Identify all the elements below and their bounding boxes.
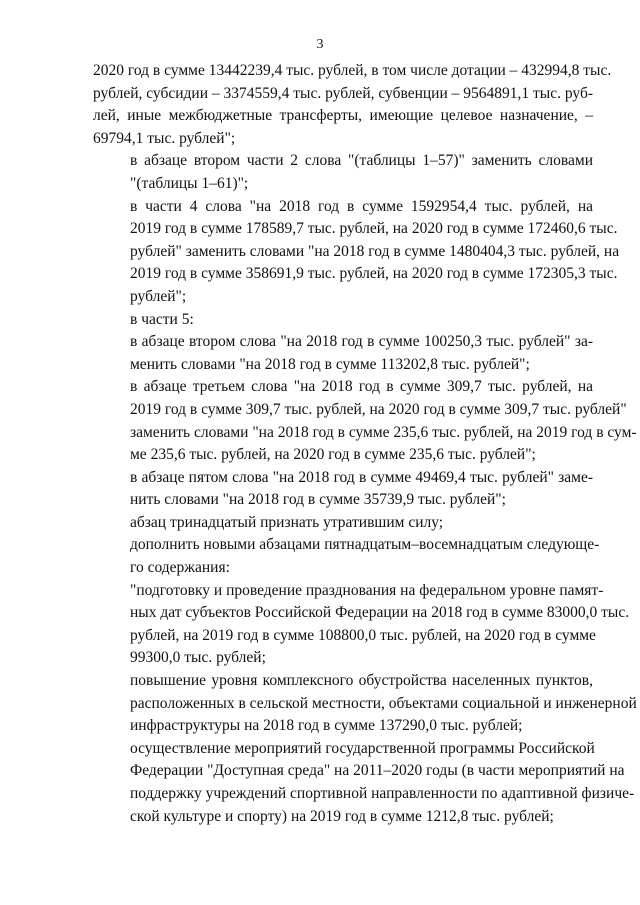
text-line: ской культуре и спорту) на 2019 год в сумме 1212,8 тыс. рублей; [130, 807, 554, 825]
paragraph [93, 150, 593, 195]
text-line: осуществление мероприятий государственной программы Российской [130, 739, 595, 757]
text-line: "(таблицы 1–61)"; [130, 174, 249, 192]
text-line: рублей"; [130, 287, 187, 305]
text-line: в части 5: [130, 310, 194, 328]
text-line: 2019 год в сумме 178589,7 тыс. рублей, на 2020 год в сумме 172460,6 тыс. [130, 220, 618, 238]
text-line: рублей, субсидии – 3374559,4 тыс. рублей, субвенции – 9564891,1 тыс. руб- [93, 84, 593, 102]
paragraph [93, 60, 612, 150]
text-line: лей, иные межбюджетные трансферты, имеющие целевое назначение, – [93, 107, 593, 125]
paragraph [93, 309, 593, 332]
text-line: 2020 год в сумме 13442239,4 тыс. рублей, в том числе дотации – 432994,8 тыс. [93, 62, 612, 79]
text-line: инфраструктуры на 2018 год в сумме 137290,0 тыс. рублей; [130, 717, 523, 735]
text-line: в абзаце пятом слова "на 2018 год в сумме 49469,4 тыс. рублей" заме- [130, 468, 593, 486]
text-line: 2019 год в сумме 358691,9 тыс. рублей, на 2020 год в сумме 172305,3 тыс. [130, 265, 618, 283]
text-line: 2019 год в сумме 309,7 тыс. рублей, на 2020 год в сумме 309,7 тыс. рублей" [130, 400, 627, 418]
text-line: заменить словами "на 2018 год в сумме 235,6 тыс. рублей, на 2019 год в сум- [130, 423, 637, 441]
text-line: дополнить новыми абзацами пятнадцатым–восемнадцатым следующе- [130, 536, 600, 554]
text-line: менить словами "на 2018 год в сумме 113202,8 тыс. рублей"; [130, 355, 530, 373]
text-line: 69794,1 тыс. рублей"; [93, 129, 236, 147]
text-line: 99300,0 тыс. рублей; [130, 649, 266, 667]
text-line: в абзаце третьем слова "на 2018 год в сумме 309,7 тыс. рублей, на [130, 378, 593, 396]
text-line: абзац тринадцатый признать утратившим силу; [130, 513, 444, 531]
paragraph [93, 580, 630, 670]
text-line: в части 4 слова "на 2018 год в сумме 1592954,4 тыс. рублей, на [130, 197, 593, 215]
text-line: ных дат субъектов Российской Федерации на 2018 год в сумме 83000,0 тыс. [130, 604, 630, 622]
text-line: нить словами "на 2018 год в сумме 35739,9 тыс. рублей"; [130, 491, 506, 509]
paragraph [93, 512, 593, 535]
text-line: "подготовку и проведение празднования на федеральном уровне памят- [130, 581, 604, 599]
paragraph [93, 467, 593, 512]
text-line: повышение уровня комплексного обустройства населенных пунктов, [130, 672, 593, 690]
text-line: рублей" заменить словами "на 2018 год в сумме 1480404,3 тыс. рублей, на [130, 242, 620, 260]
paragraph [93, 331, 593, 376]
text-line: в абзаце втором части 2 слова "(таблицы 1–57)" заменить словами [130, 152, 593, 170]
paragraph [93, 376, 637, 466]
paragraph [93, 670, 637, 738]
document-body [93, 60, 637, 828]
text-line: расположенных в сельской местности, объектами социальной и инженерной [130, 694, 637, 712]
text-line: ме 235,6 тыс. рублей, на 2020 год в сумме 235,6 тыс. рублей"; [130, 446, 536, 464]
text-line: Федерации "Доступная среда" на 2011–2020 годы (в части мероприятий на [130, 762, 625, 780]
text-line: го содержания: [130, 559, 230, 577]
paragraph [93, 196, 620, 309]
paragraph [93, 534, 600, 579]
paragraph [93, 738, 635, 828]
page-number: 3 [316, 37, 324, 52]
text-line: в абзаце втором слова "на 2018 год в сумме 100250,3 тыс. рублей" за- [130, 333, 593, 351]
text-line: рублей, на 2019 год в сумме 108800,0 тыс. рублей, на 2020 год в сумме [130, 626, 596, 644]
text-line: поддержку учреждений спортивной направленности по адаптивной физиче- [130, 785, 635, 802]
